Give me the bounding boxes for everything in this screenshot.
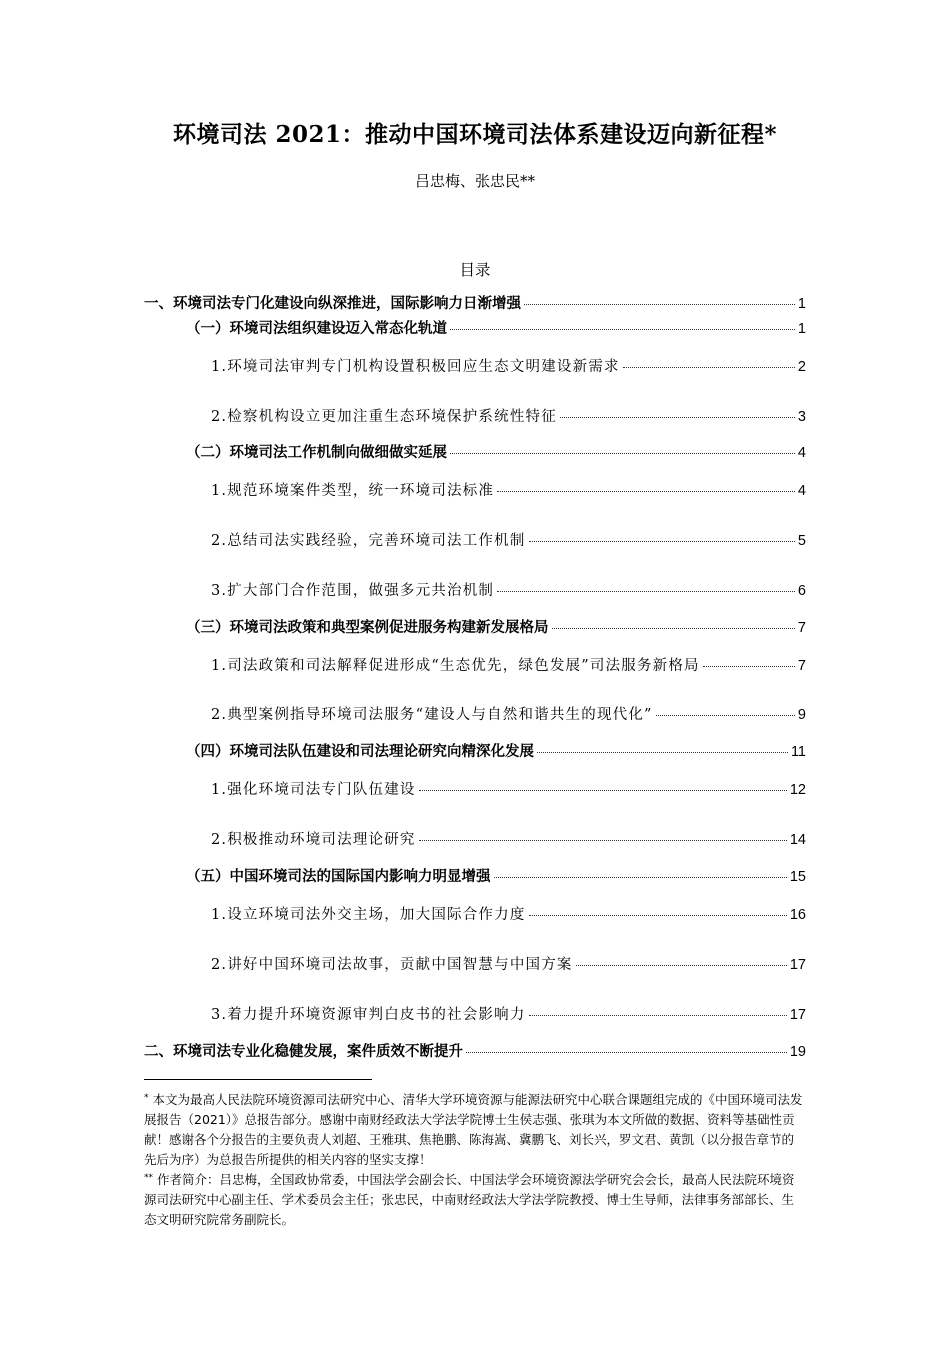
toc-entry-text: 2.讲好中国环境司法故事，贡献中国智慧与中国方案 [211,957,573,973]
toc-entry-text: 1.规范环境案件类型，统一环境司法标准 [211,483,495,499]
toc-entry-text: 1.环境司法审判专门机构设置积极回应生态文明建设新需求 [211,359,620,375]
toc-entry-text: 3.着力提升环境资源审判白皮书的社会影响力 [211,1007,526,1023]
toc-entry-page: 17 [789,957,806,973]
toc-entry-text: 1.强化环境司法专门队伍建设 [211,782,416,798]
toc-entry[interactable] [211,1003,806,1024]
toc-entry[interactable] [211,703,806,724]
toc-entry[interactable] [186,865,806,886]
toc-entry[interactable] [211,479,806,500]
toc-entry-page: 1 [797,296,806,312]
toc-dot-leader [537,752,788,753]
toc-dot-leader [576,965,787,966]
footnote-2-text: 作者简介：吕忠梅，全国政协常委，中国法学会副会长、中国法学会环境资源法学研究会会长，最高人民法院环境资源司法研究中心副主任、学术委员会主任；张忠民，中南财经政法大学法学院教授、博士生导师，法律事务部部长、生态文明研究院常务副院长。 [144,1172,795,1227]
toc-entry-text: 2.检察机构设立更加注重生态环境保护系统性特征 [211,409,557,425]
toc-entry-text: （四）环境司法队伍建设和司法理论研究向精深化发展 [186,743,534,760]
toc-entry-text: （一）环境司法组织建设迈入常态化轨道 [186,320,447,337]
toc-dot-leader [529,915,787,916]
footnote-1 [144,1090,806,1170]
toc-entry-page: 7 [797,620,806,636]
footnote-2-mark: ** [144,1173,153,1183]
toc-entry-page: 11 [790,744,806,760]
toc-dot-leader [419,790,787,791]
document-authors: 吕忠梅、张忠民** [414,172,535,190]
toc-dot-leader [552,628,795,629]
toc-dot-leader [529,541,795,542]
toc-entry-text: 2.典型案例指导环境司法服务“建设人与自然和谐共生的现代化” [211,707,653,723]
toc-dot-leader [524,304,795,305]
footnote-2 [144,1170,806,1230]
toc-entry-page: 17 [789,1007,806,1023]
toc-entry-text: （三）环境司法政策和典型案例促进服务构建新发展格局 [186,619,549,636]
toc-entry[interactable] [144,292,806,313]
toc-heading: 目录 [459,261,491,279]
toc-dot-leader [623,367,795,368]
toc-entry-text: 1.司法政策和司法解释促进形成“生态优先，绿色发展”司法服务新格局 [211,658,700,674]
toc-entry-page: 15 [789,869,806,885]
toc-entry[interactable] [211,405,806,426]
toc-dot-leader [497,591,795,592]
toc-dot-leader [494,877,787,878]
toc-entry[interactable] [144,1040,806,1061]
toc-entry-page: 4 [797,483,806,499]
toc-entry[interactable] [211,903,806,924]
toc-entry-text: （二）环境司法工作机制向做细做实延展 [186,444,447,461]
toc-entry[interactable] [186,616,806,637]
document-title: 环境司法 2021：推动中国环境司法体系建设迈向新征程* [172,121,778,148]
toc-entry[interactable] [211,778,806,799]
toc-entry-page: 16 [789,907,806,923]
toc-dot-leader [656,715,795,716]
toc-entry[interactable] [211,654,806,675]
toc-dot-leader [450,329,795,330]
toc-entry-text: 3.扩大部门合作范围，做强多元共治机制 [211,583,495,599]
toc-entry-page: 14 [789,832,806,848]
toc-entry-text: 二、环境司法专业化稳健发展，案件质效不断提升 [144,1043,463,1060]
toc-entry-text: 一、环境司法专门化建设向纵深推进，国际影响力日渐增强 [144,295,521,312]
toc-entry-page: 1 [797,321,806,337]
toc-entry-text: 1.设立环境司法外交主场，加大国际合作力度 [211,907,526,923]
toc-dot-leader [560,417,795,418]
toc-entry[interactable] [186,441,806,462]
toc-entry[interactable] [211,828,806,849]
toc-dot-leader [450,453,795,454]
toc-entry-page: 7 [797,658,806,674]
toc-entry[interactable] [211,529,806,550]
toc-dot-leader [466,1052,787,1053]
toc-entry[interactable] [186,740,806,761]
toc-entry-page: 6 [797,583,806,599]
toc-entry-page: 2 [797,359,806,375]
toc-dot-leader [419,840,787,841]
toc-entry[interactable] [186,317,806,338]
toc-dot-leader [529,1015,787,1016]
footnote-1-mark: * [144,1093,149,1103]
toc-entry-page: 9 [797,707,806,723]
toc-entry[interactable] [211,355,806,376]
toc-dot-leader [497,491,795,492]
toc-entry[interactable] [211,953,806,974]
toc-entry-page: 12 [789,782,806,798]
footnotes [144,1090,806,1230]
toc-entry-page: 4 [797,445,806,461]
footnote-separator [144,1079,372,1080]
toc-dot-leader [703,666,795,667]
toc-entry-page: 3 [797,409,806,425]
toc-entry-page: 19 [789,1044,806,1060]
toc-entry-text: （五）中国环境司法的国际国内影响力明显增强 [186,868,491,885]
toc-entry-text: 2.积极推动环境司法理论研究 [211,832,416,848]
footnote-1-text: 本文为最高人民法院环境资源司法研究中心、清华大学环境资源与能源法研究中心联合课题组完成的《中国环境司法发展报告（2021）》总报告部分。感谢中南财经政法大学法学院博士生侯志强、张琪为本文所做的数据、资料等基础性贡献！感谢各个分报告的主要负责人刘超、王雅琪、焦艳鹏、陈海嵩、冀鹏飞、刘长兴，罗文君、黄凯（以分报告章节的先后为序）为总报告所提供的相关内容的坚实支撑！ [144,1092,803,1167]
toc-entry-text: 2.总结司法实践经验，完善环境司法工作机制 [211,533,526,549]
toc-entry[interactable] [211,579,806,600]
toc-entry-page: 5 [797,533,806,549]
